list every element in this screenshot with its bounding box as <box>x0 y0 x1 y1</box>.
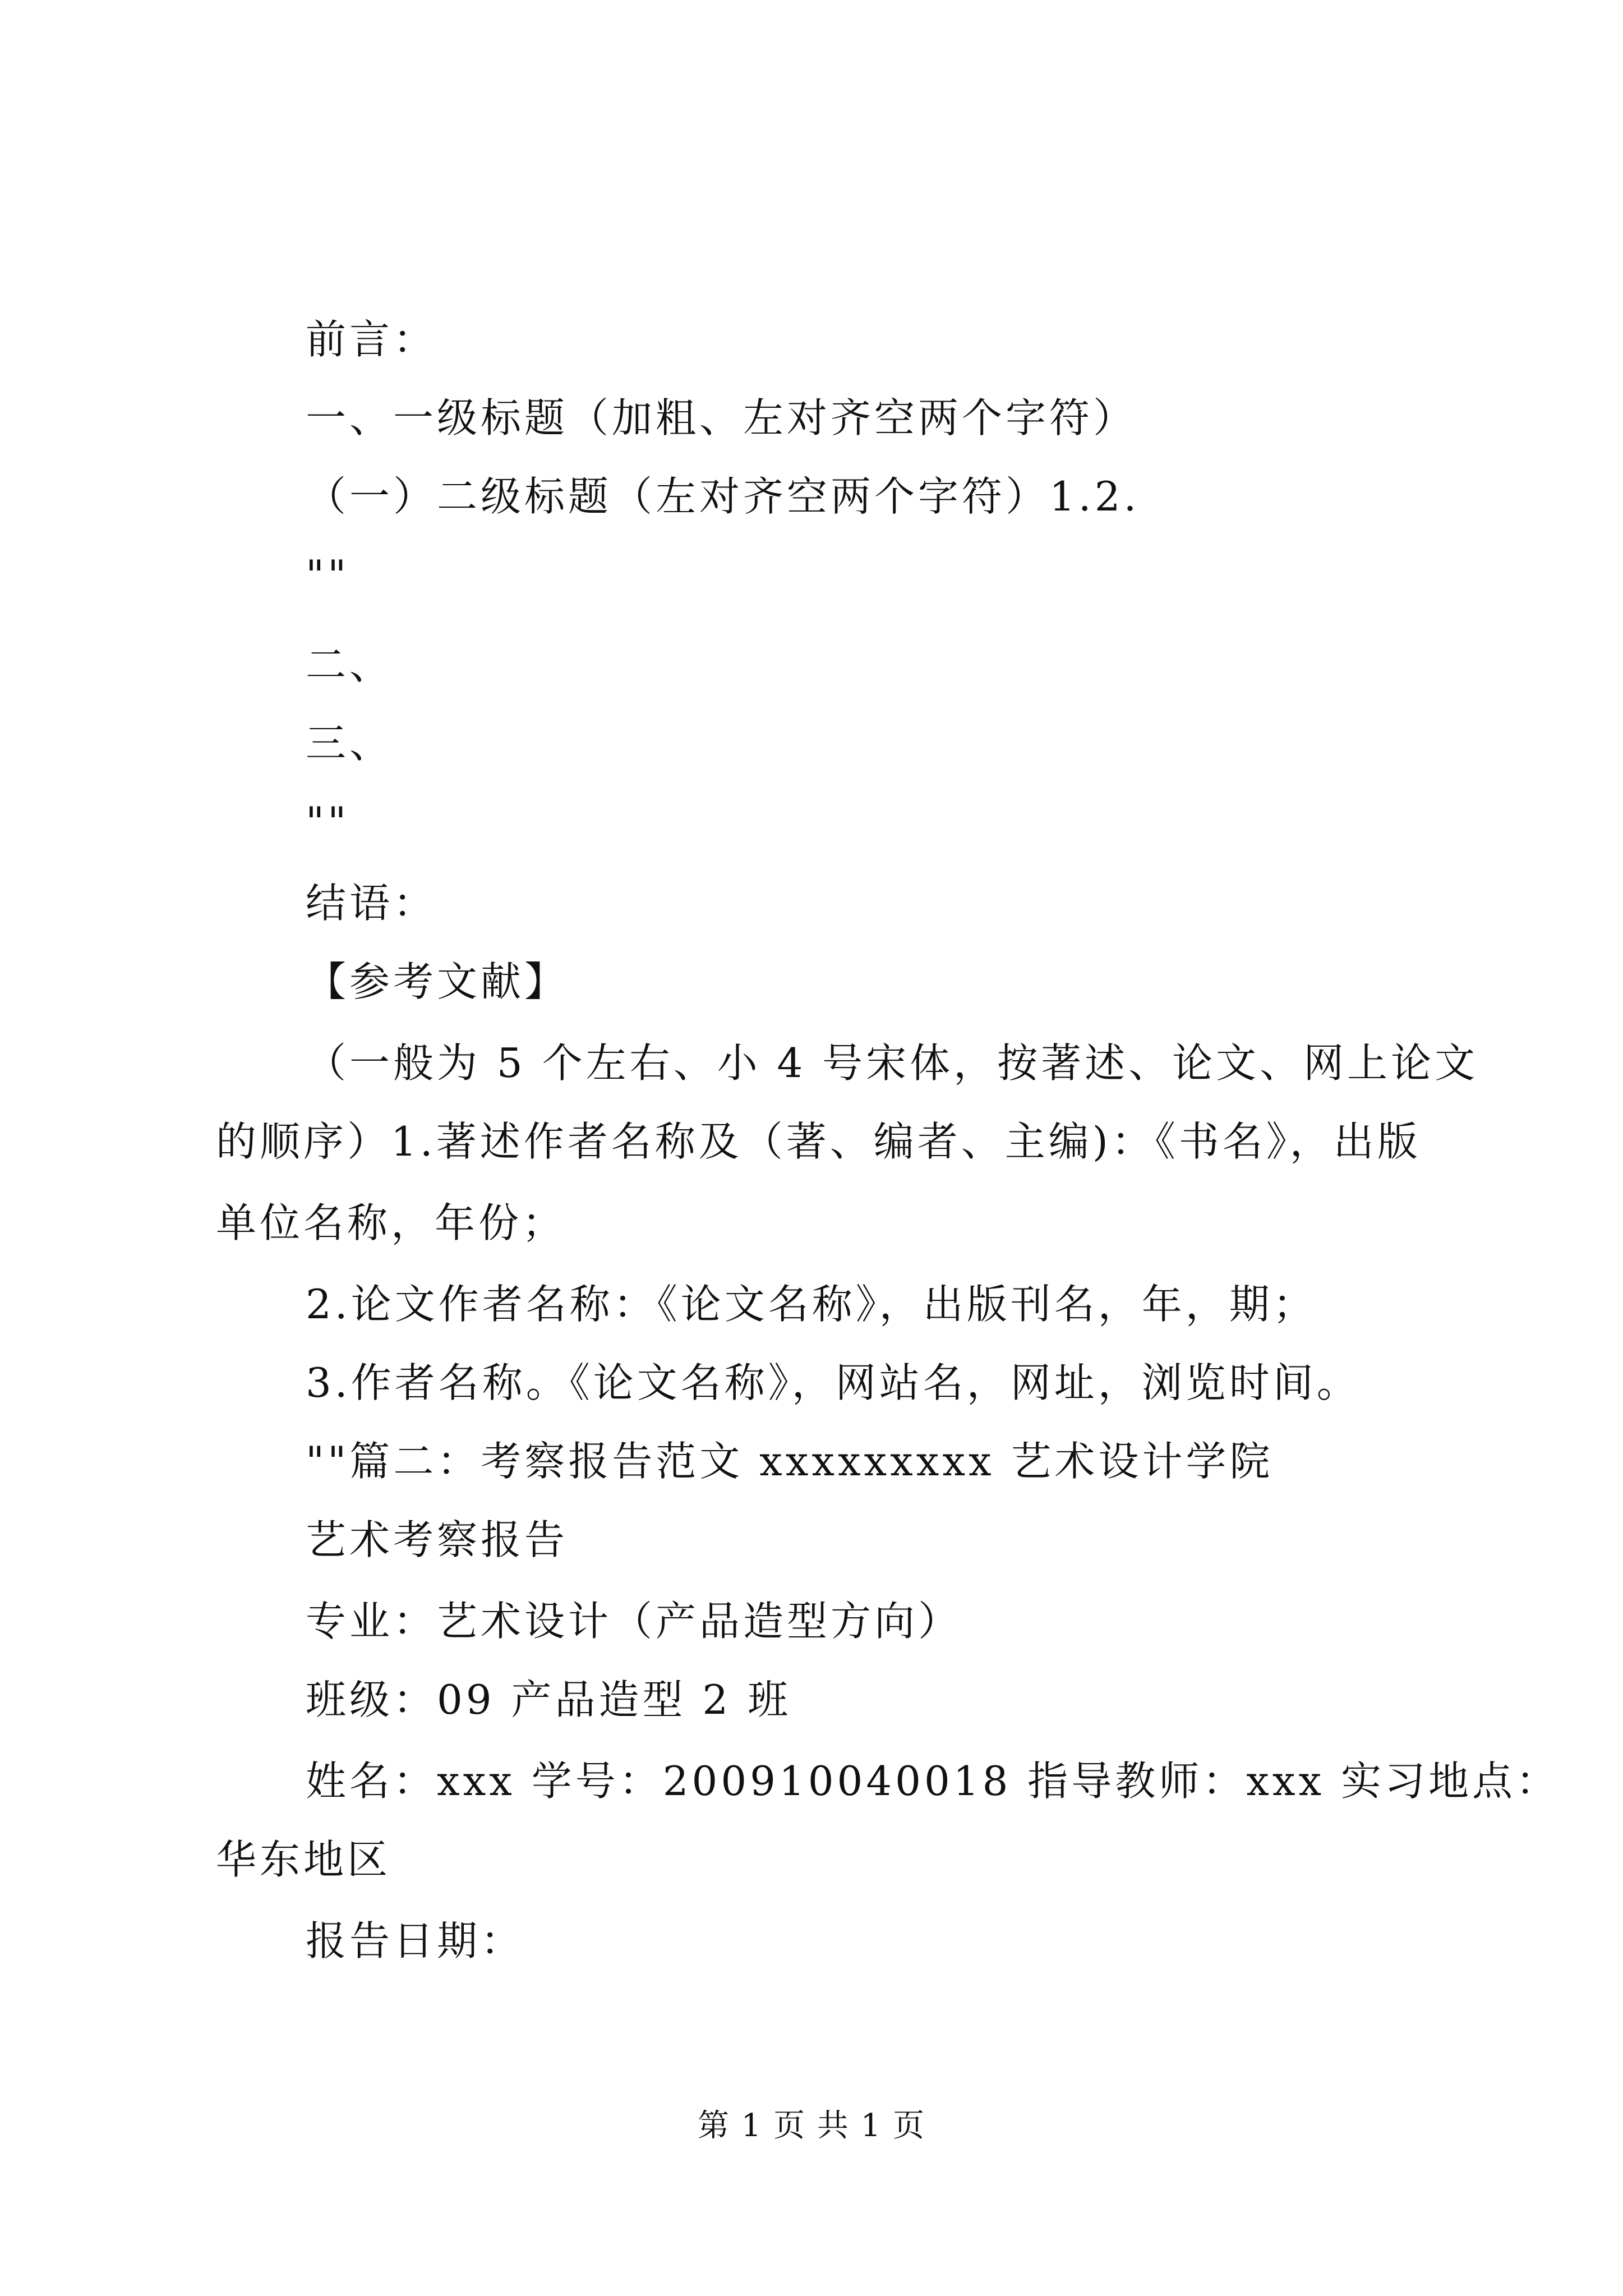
references-title: 【参考文献】 <box>306 958 569 1005</box>
page-footer: 第 1 页 共 1 页 <box>697 2108 926 2144</box>
class-field: 班级：09 产品造型 2 班 <box>306 1676 792 1723</box>
major-field: 专业：艺术设计（产品造型方向） <box>306 1598 962 1645</box>
conclusion-heading: 结语： <box>306 880 437 927</box>
references-note-line-1: （一般为 5 个左右、小 4 号宋体，按著述、论文、网上论文 <box>306 1039 1479 1087</box>
report-title: 艺术考察报告 <box>306 1516 569 1563</box>
section-two-title: ""篇二：考察报告范文 xxxxxxxxx 艺术设计学院 <box>306 1438 1274 1485</box>
quote-marks-2: "" <box>306 798 350 845</box>
level1-heading-line: 一、一级标题（加粗、左对齐空两个字符） <box>306 394 1137 441</box>
quote-marks-1: "" <box>306 551 350 599</box>
section-two-heading: 二、 <box>306 641 394 688</box>
references-note-line-2: 的顺序）1.著述作者名称及（著、编者、主编)：《书名》，出版 <box>216 1118 1421 1165</box>
student-info-line-1: 姓名：xxx 学号：200910040018 指导教师：xxx 实习地点： <box>306 1757 1560 1805</box>
reference-item-2: 2.论文作者名称：《论文名称》，出版刊名，年，期； <box>306 1281 1317 1328</box>
references-note-line-3: 单位名称，年份； <box>216 1199 566 1246</box>
report-date-field: 报告日期： <box>306 1917 525 1964</box>
section-three-heading: 三、 <box>306 720 394 767</box>
preface-heading: 前言： <box>306 316 437 363</box>
reference-item-3: 3.作者名称。《论文名称》，网站名，网址，浏览时间。 <box>306 1359 1361 1406</box>
level2-heading-line: （一）二级标题（左对齐空两个字符）1.2. <box>306 473 1140 520</box>
student-info-line-2: 华东地区 <box>216 1836 391 1883</box>
